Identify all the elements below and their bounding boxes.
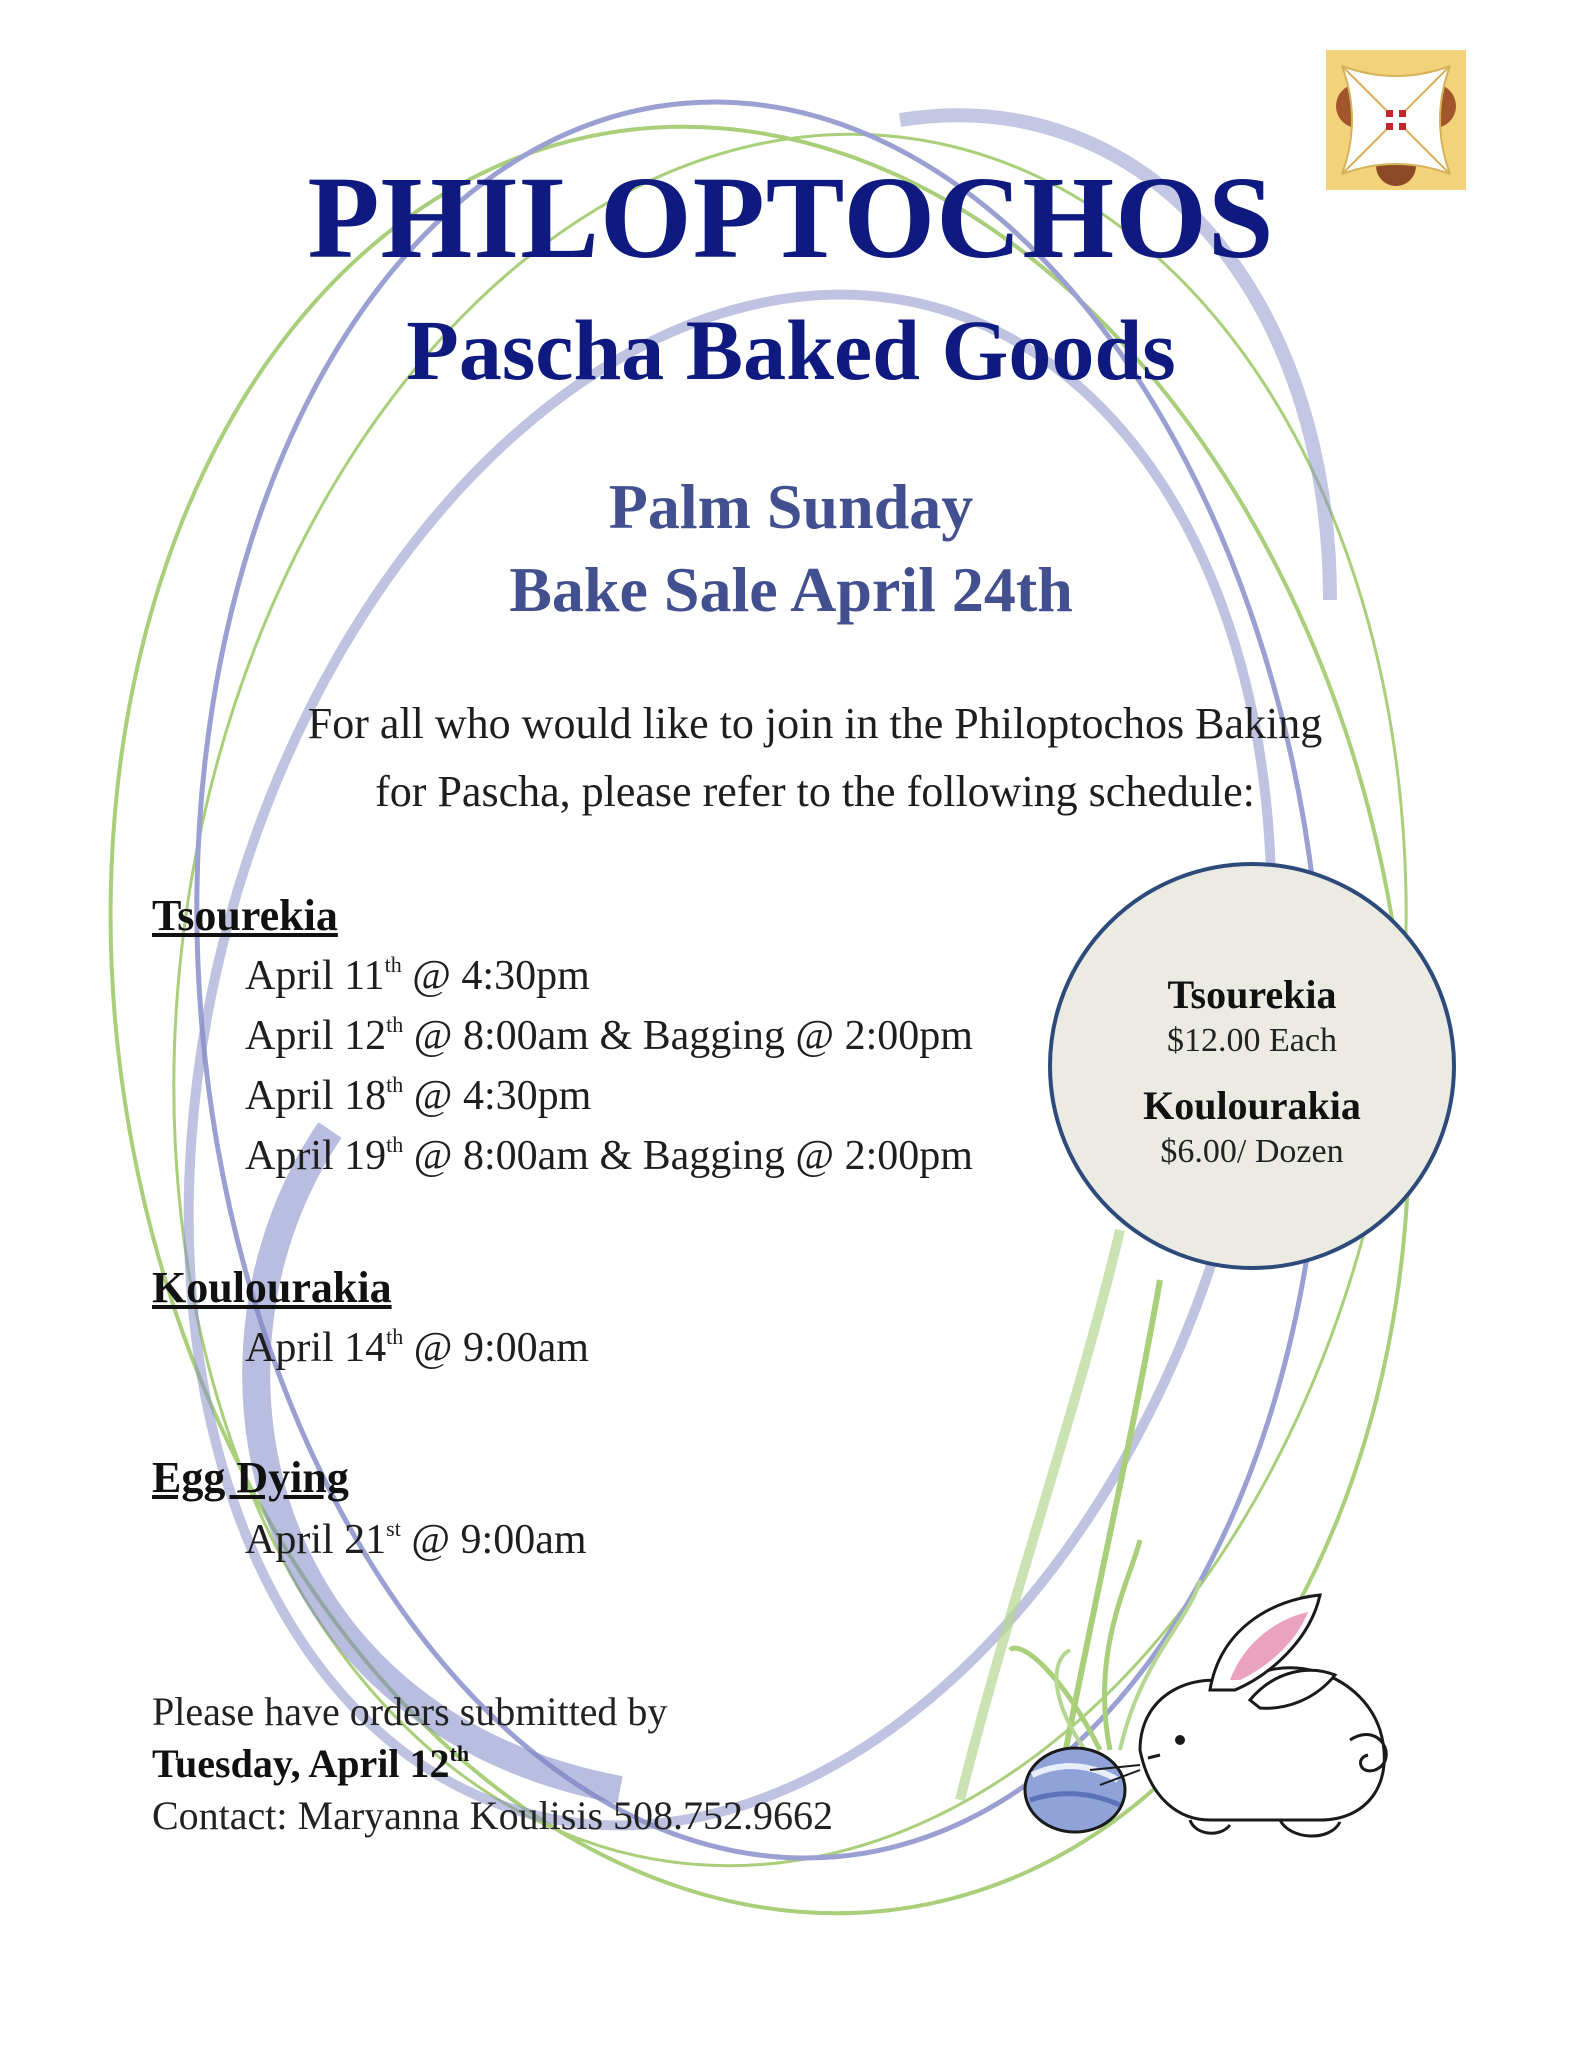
date-suffix: th: [386, 1324, 404, 1349]
date-suffix: th: [386, 1132, 404, 1157]
price-name-tsourekia: Tsourekia: [1167, 972, 1337, 1017]
event-line-2: Bake Sale April 24th: [509, 554, 1073, 625]
schedule-item: [245, 1132, 973, 1180]
date-suffix: st: [386, 1516, 401, 1541]
intro-text: [200, 690, 1430, 826]
section-heading-koulourakia: Koulourakia: [152, 1263, 392, 1312]
schedule-item: [245, 1012, 973, 1060]
schedule-time: @ 4:30pm: [401, 953, 590, 999]
date-suffix: th: [386, 1012, 404, 1037]
schedule-time: @ 9:00am: [403, 1325, 589, 1371]
schedule-date: April 12: [245, 1013, 387, 1059]
price-circle: [1048, 862, 1456, 1270]
section-heading-egg-dying: Egg Dying: [152, 1453, 349, 1502]
page-subtitle: Pascha Baked Goods: [406, 302, 1176, 398]
deadline-suffix: th: [449, 1740, 470, 1766]
bunny-with-easter-egg-illustration: [990, 1500, 1430, 1860]
schedule-item: [245, 1516, 587, 1564]
deadline-text: Tuesday, April 12: [152, 1741, 450, 1786]
schedule-date: April 11: [245, 953, 385, 999]
schedule-time: @ 4:30pm: [403, 1073, 592, 1119]
intro-line-1: For all who would like to join in the Philoptochos Baking: [307, 699, 1323, 748]
intro-line-2: for Pascha, please refer to the following schedule:: [375, 767, 1255, 816]
price-name-koulourakia: Koulourakia: [1143, 1083, 1361, 1128]
date-suffix: th: [386, 1072, 404, 1097]
schedule-item: [245, 1072, 591, 1120]
section-heading-tsourekia: Tsourekia: [152, 891, 338, 940]
price-value-tsourekia: $12.00 Each: [1167, 1022, 1337, 1059]
schedule-time: @ 8:00am & Bagging @ 2:00pm: [403, 1013, 973, 1059]
schedule-time: @ 9:00am: [400, 1517, 587, 1563]
order-deadline: [152, 1740, 469, 1787]
order-note: Please have orders submitted by: [152, 1689, 668, 1734]
schedule-date: April 18: [245, 1073, 387, 1119]
schedule-date: April 21: [245, 1517, 387, 1563]
event-line-1: Palm Sunday: [608, 471, 974, 542]
schedule-date: April 14: [245, 1325, 387, 1371]
schedule-time: @ 8:00am & Bagging @ 2:00pm: [403, 1133, 973, 1179]
org-title: PHILOPTOCHOS: [307, 152, 1275, 283]
date-suffix: th: [384, 952, 402, 977]
schedule-date: April 19: [245, 1133, 387, 1179]
schedule-item: [245, 952, 590, 1000]
contact-info: Contact: Maryanna Koulisis 508.752.9662: [152, 1793, 834, 1838]
schedule-item: [245, 1324, 589, 1372]
price-value-koulourakia: $6.00/ Dozen: [1160, 1133, 1344, 1170]
